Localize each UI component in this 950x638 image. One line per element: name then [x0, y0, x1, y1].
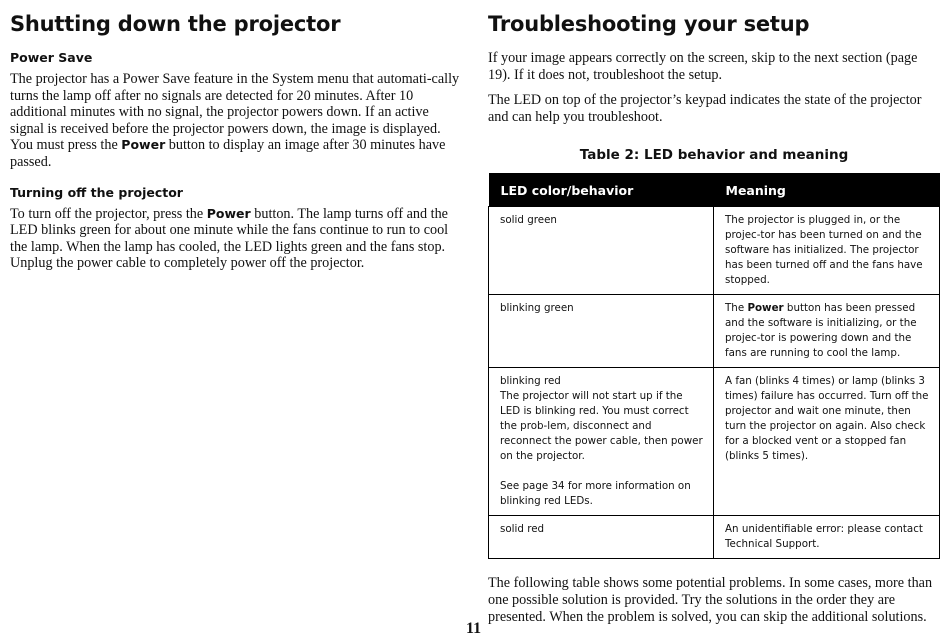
cell-meaning: A fan (blinks 4 times) or lamp (blinks 3 times) failure has occurred. Turn off the projector and wait one minute, then turn the projector on again. Also check for a blocked vent or a stopped fan (blinks 5 times).	[714, 368, 940, 516]
cell-behavior: solid red	[489, 516, 714, 559]
intro-paragraph: If your image appears correctly on the screen, skip to the next section (page 19). If it does not, troubleshoot the setup.	[488, 50, 918, 83]
led-paragraph: The LED on top of the projector’s keypad indicates the state of the projector and can help you troubleshoot.	[488, 92, 922, 125]
cell-behavior: blinking green	[489, 295, 714, 368]
following-table-paragraph: The following table shows some potential problems. In some cases, more than one possible solution is provided. Try the solutions in the order they are presented. When the problem is solved, you can skip the additional solutions.	[488, 575, 933, 625]
heading-power-save: Power Save	[10, 50, 93, 65]
header-led-color: LED color/behavior	[489, 173, 714, 207]
table-row	[489, 295, 940, 368]
cell-meaning: An unidentifiable error: please contact Technical Support.	[714, 516, 940, 559]
page-number: 11	[466, 620, 482, 637]
blinking-red-note: The projector will not start up if the LED is blinking red. You must correct the prob-lem, disconnect and reconnect the power cable, then power on the projector.	[500, 390, 703, 463]
cell-meaning: The Power button has been pressed and the software is initializing, or the projec-tor is powering down and the fans are running to cool the lamp.	[714, 295, 940, 368]
section-title-shutting-down: Shutting down the projector	[10, 12, 341, 36]
cell-behavior: blinking red The projector will not start up if the LED is blinking red. You must correct the prob-lem, disconnect and reconnect the power cable, then power on the projector. See page 34 for more information on blinking red LEDs.	[489, 368, 714, 516]
table-caption: Table 2: LED behavior and meaning	[579, 147, 849, 164]
section-title-troubleshooting: Troubleshooting your setup	[488, 12, 810, 36]
turning-off-paragraph: To turn off the projector, press the Power button. The lamp turns off and the LED blinks green for about one minute while the fans continue to run to cool the lamp. When the lamp has cooled, the LED lights green and the fans stop. Unplug the power cable to completely power off the projector.	[10, 205, 449, 272]
table-row	[489, 207, 940, 295]
table-header-row	[489, 173, 940, 207]
cell-meaning: The projector is plugged in, or the projec-tor has been turned on and the software has initialized. The projector has been turned off and the fans have stopped.	[714, 207, 940, 295]
blinking-red-see-page: See page 34 for more information on blinking red LEDs.	[500, 480, 691, 508]
table-row	[489, 368, 940, 516]
heading-turning-off: Turning off the projector	[10, 184, 183, 200]
header-meaning: Meaning	[714, 173, 940, 207]
left-column	[10, 12, 462, 281]
table-row	[489, 516, 940, 559]
cell-behavior: solid green	[489, 207, 714, 295]
led-table	[488, 173, 940, 559]
right-column	[488, 12, 940, 634]
power-save-paragraph: The projector has a Power Save feature in the System menu that automati-cally turns the lamp off after no signals are detected for 20 minutes. After 10 additional minutes with no signal, the projector powers down. If an active signal is received before the projector powers down, the image is displayed. You must press the Power button to display an image after 30 minutes have passed.	[10, 71, 460, 170]
